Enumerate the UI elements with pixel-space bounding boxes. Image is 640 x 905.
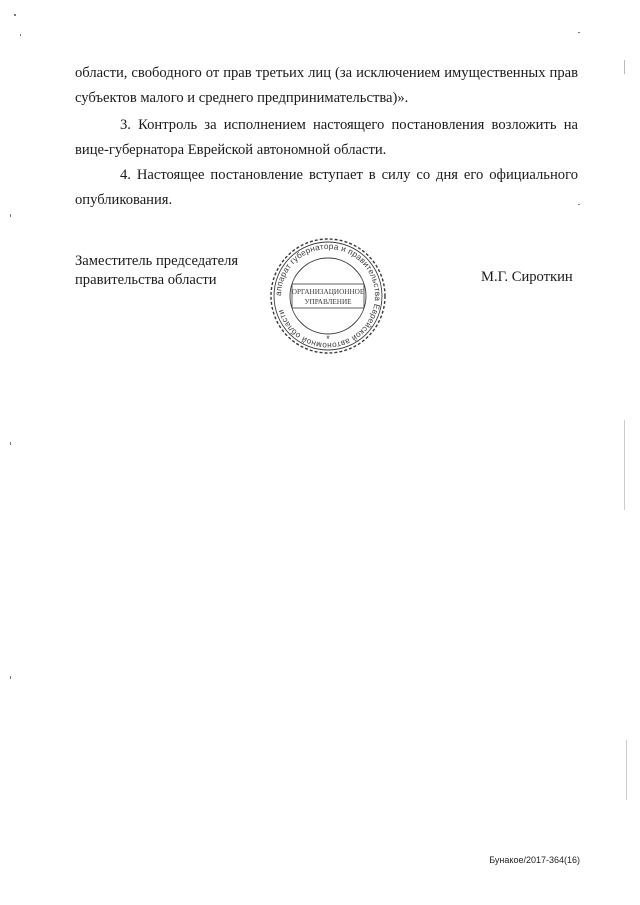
paragraph-3: 3. Контроль за исполнением настоящего постановления возложить на вице-губернатора Еврейской автономной области. [75,117,578,158]
paragraph-continuation: области, свободного от прав третьих лиц (за исключением имущественных прав субъектов малого и среднего предпринимательства)». [75,65,578,106]
scan-speck [20,34,21,36]
seal-center-line1: ОРГАНИЗАЦИОННОЕ [291,288,365,296]
signatory-position-line1: Заместитель председателя [75,253,239,269]
seal-star: * [326,334,330,344]
scan-speck [14,14,16,16]
scan-edge-mark [624,60,625,74]
seal-center-line2: УПРАВЛЕНИЕ [304,298,352,306]
scan-speck [10,676,11,679]
signatory-position-line2: правительства области [75,272,217,288]
scan-speck [10,214,11,217]
scan-speck [578,204,580,205]
seal-ring-text: аппарат губернатора и правительства Еврейской автономной области [273,241,383,351]
scan-speck [10,442,11,445]
signatory-name: М.Г. Сироткин [481,269,573,285]
official-seal-stamp [266,238,390,354]
signatory-position [75,252,238,290]
seal-inner-ring [290,258,366,334]
scan-speck [578,32,580,33]
scan-edge-mark [624,420,625,510]
scan-edge-mark [626,740,627,800]
paragraph-4: 4. Настоящее постановление вступает в силу со дня его официального опубликования. [75,167,578,208]
document-reference: Бунакое/2017-364(16) [489,855,580,865]
